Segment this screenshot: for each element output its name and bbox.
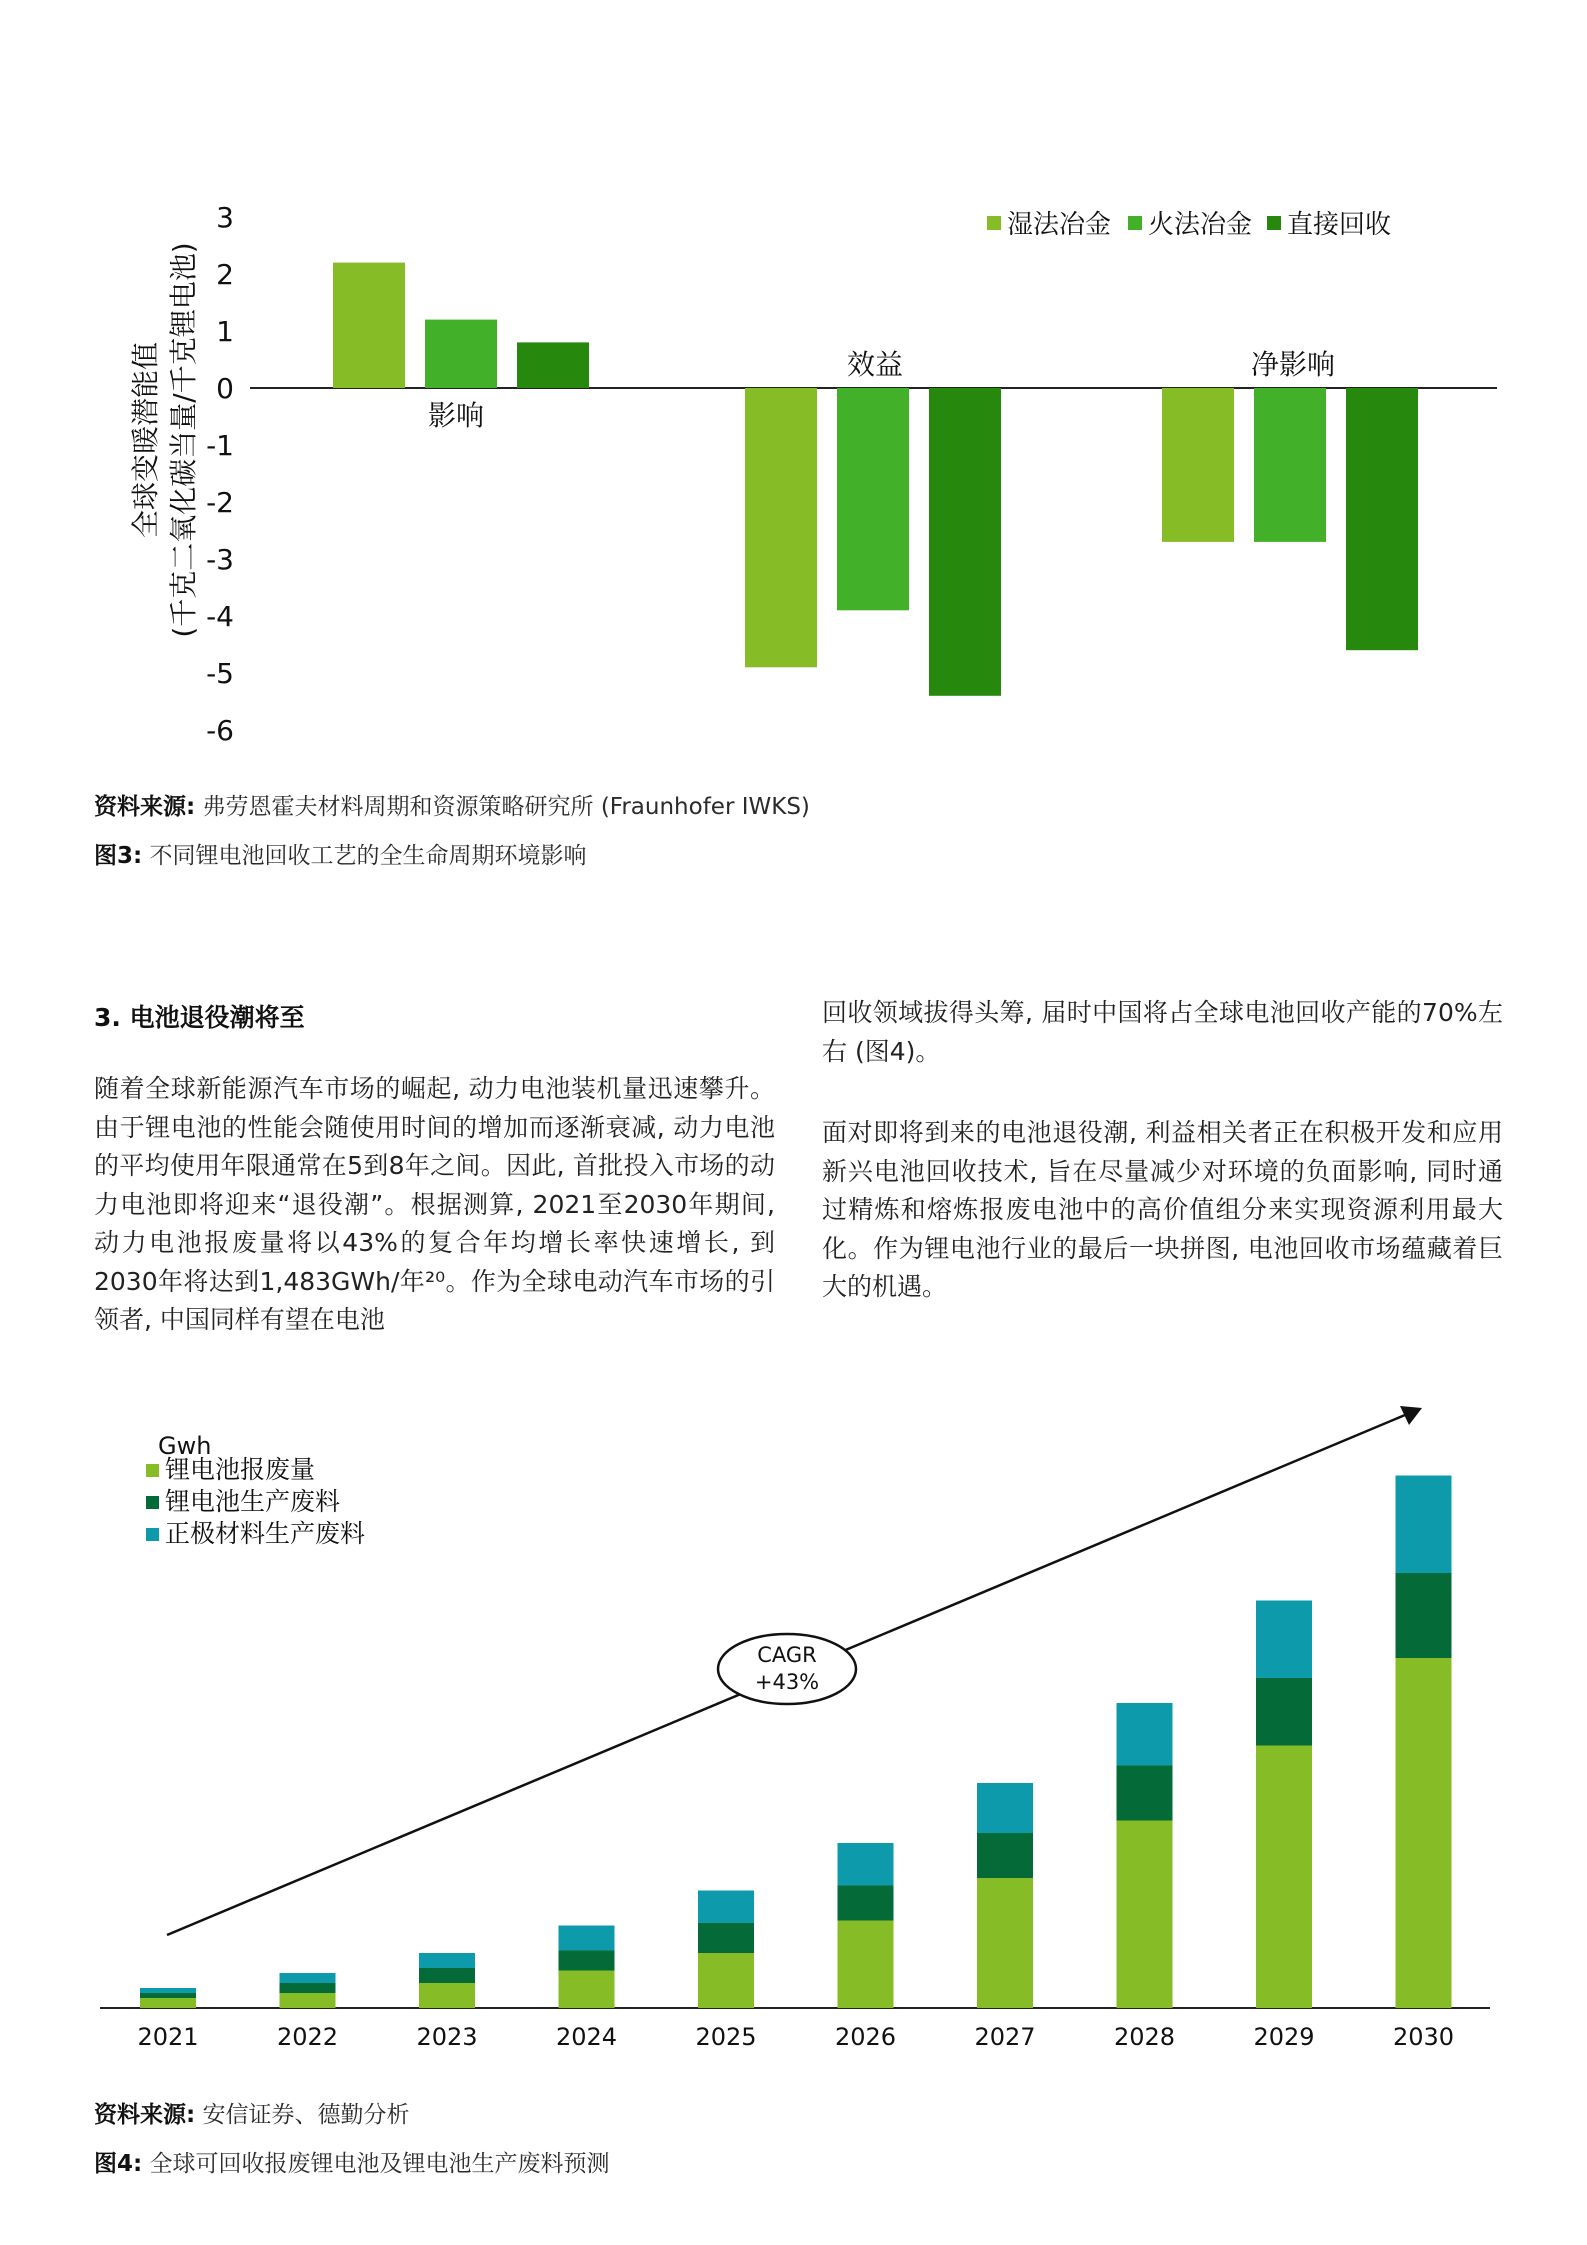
stack-2-2030	[1396, 1573, 1452, 1658]
legend-label: 湿法冶金	[1007, 210, 1112, 240]
y-tick-label: -2	[206, 486, 234, 519]
stack-1-2028	[1117, 1821, 1173, 2009]
legend-label: 火法冶金	[1148, 210, 1253, 240]
legend-swatch	[146, 1496, 159, 1509]
bar-1-3	[1162, 388, 1234, 542]
stack-1-2026	[838, 1921, 894, 2009]
battery-waste-forecast-chart	[0, 1400, 1587, 2100]
stack-1-2025	[698, 1953, 754, 2008]
figure4-source: 资料来源: 安信证券、德勤分析	[94, 2102, 410, 2128]
y-tick-label: -3	[206, 543, 234, 576]
stack-2-2029	[1256, 1678, 1312, 1746]
stack-2-2026	[838, 1886, 894, 1921]
cagr-value: +43%	[754, 1670, 820, 1694]
figure3-source: 资料来源: 弗劳恩霍夫材料周期和资源策略研究所 (Fraunhofer IWKS)	[94, 794, 810, 820]
y-tick-label: 3	[216, 201, 234, 234]
category-label: 净影响	[1250, 348, 1336, 381]
y-tick-label: 1	[216, 315, 234, 348]
right-paragraph-2: 面对即将到来的电池退役潮, 利益相关者正在积极开发和应用新兴电池回收技术, 旨在尽量减少对环境的负面影响, 同时通过精炼和熔炼报废电池中的高价值组分来实现资源利用最大化。作为锂电池行业的最后一块拼图, 电池回收市场蕴藏着巨大的机遇。	[822, 1118, 1503, 1301]
y-axis-title-line1: 全球变暖潜能值	[129, 341, 162, 539]
legend-swatch	[1267, 216, 1281, 230]
stack-1-2030	[1396, 1658, 1452, 2008]
stack-2-2023	[419, 1968, 475, 1983]
stack-2-2027	[977, 1833, 1033, 1878]
y-tick-label: 2	[216, 258, 234, 291]
legend-label: 锂电池生产废料	[165, 1487, 341, 1516]
bar-3-2	[929, 388, 1001, 696]
stack-2-2022	[280, 1983, 336, 1993]
right-paragraph-1: 回收领域拔得头筹, 届时中国将占全球电池回收产能的70%左右 (图4)。	[822, 998, 1503, 1066]
x-tick-label: 2029	[1253, 2023, 1315, 2051]
left-paragraph: 随着全球新能源汽车市场的崛起, 动力电池装机量迅速攀升。由于锂电池的性能会随使用时间的增加而逐渐衰减, 动力电池的平均使用年限通常在5到8年之间。因此, 首批投入市场的动力电池即将迎来“退役潮”。根据测算, 2021至2030年期间, 动力电池报废量将以43%的复合年均增长率快速增长, 到2030年将达到1,483GWh/年²⁰。作为全球电动汽车市场的引领者, 中国同样有望在电池	[94, 1074, 775, 1334]
legend-swatch	[146, 1528, 159, 1541]
bar-1-1	[333, 263, 405, 388]
category-label: 效益	[846, 348, 904, 381]
stack-1-2027	[977, 1878, 1033, 2008]
y-tick-label: -5	[206, 657, 234, 690]
bar-2-3	[1254, 388, 1326, 542]
x-tick-label: 2030	[1392, 2023, 1455, 2051]
stack-3-2022	[280, 1973, 336, 1983]
legend-swatch	[987, 216, 1001, 230]
right-column-bottom	[822, 1114, 1503, 1307]
figure3-caption: 图3: 不同锂电池回收工艺的全生命周期环境影响	[94, 843, 587, 869]
stack-3-2026	[838, 1843, 894, 1886]
x-tick-label: 2027	[974, 2023, 1036, 2051]
left-column	[94, 1070, 775, 1340]
gwp-bar-chart	[0, 0, 1587, 780]
stack-3-2023	[419, 1953, 475, 1968]
legend-label: 直接回收	[1287, 210, 1392, 240]
stack-3-2027	[977, 1783, 1033, 1833]
unit-label: Gwh	[158, 1432, 212, 1460]
stack-3-2021	[140, 1988, 196, 1993]
y-tick-label: -4	[206, 600, 234, 633]
legend-swatch	[146, 1464, 159, 1477]
legend-label: 正极材料生产废料	[165, 1519, 366, 1548]
y-tick-label: -1	[206, 429, 234, 462]
y-tick-label: 0	[216, 372, 234, 405]
stack-3-2029	[1256, 1601, 1312, 1679]
x-tick-label: 2028	[1113, 2023, 1176, 2051]
stack-1-2023	[419, 1983, 475, 2008]
x-tick-label: 2023	[416, 2023, 478, 2051]
legend-label: 锂电池报废量	[165, 1455, 316, 1484]
bar-2-1	[425, 320, 497, 388]
stack-2-2021	[140, 1993, 196, 1998]
stack-2-2028	[1117, 1766, 1173, 1821]
bar-3-3	[1346, 388, 1418, 650]
bar-3-1	[517, 342, 589, 388]
stack-1-2029	[1256, 1746, 1312, 2009]
right-column-top	[822, 994, 1503, 1071]
x-tick-label: 2025	[695, 2023, 757, 2051]
y-axis-title-line2: (千克二氧化碳当量/千克锂电池)	[167, 242, 200, 638]
x-tick-label: 2026	[834, 2023, 897, 2051]
x-tick-label: 2024	[555, 2023, 618, 2051]
figure4-caption: 图4: 全球可回收报废锂电池及锂电池生产废料预测	[94, 2151, 610, 2177]
cagr-label: CAGR	[757, 1643, 817, 1667]
stack-1-2021	[140, 1998, 196, 2008]
y-axis-title	[129, 242, 200, 637]
stack-3-2024	[559, 1926, 615, 1951]
y-tick-label: -6	[206, 714, 234, 747]
category-label: 影响	[427, 399, 485, 432]
stack-3-2028	[1117, 1703, 1173, 1766]
legend-swatch	[1128, 216, 1142, 230]
stack-2-2025	[698, 1923, 754, 1953]
x-tick-label: 2021	[137, 2023, 199, 2051]
x-tick-label: 2022	[276, 2023, 339, 2051]
stack-2-2024	[559, 1951, 615, 1971]
bar-2-2	[837, 388, 909, 610]
stack-3-2030	[1396, 1476, 1452, 1574]
bar-1-2	[745, 388, 817, 667]
section-title: 3. 电池退役潮将至	[94, 1003, 305, 1032]
stack-1-2022	[280, 1993, 336, 2008]
stack-1-2024	[559, 1971, 615, 2009]
stack-3-2025	[698, 1891, 754, 1924]
